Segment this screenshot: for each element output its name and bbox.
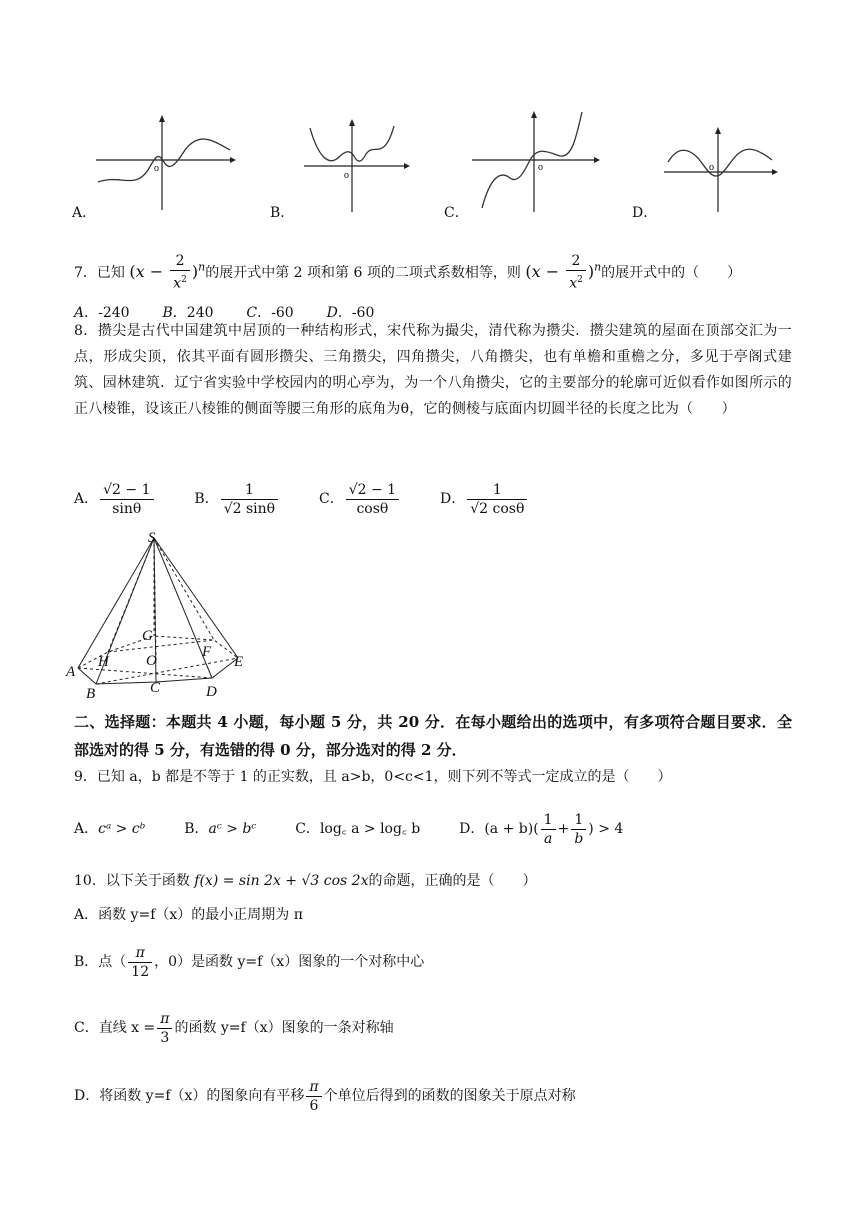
vertex-label-f: F: [202, 644, 212, 660]
q7-option-a: A．-240: [74, 305, 130, 321]
q9-option-b: B．aᶜ > bᶜ: [184, 821, 257, 837]
vertex-label-a: A: [66, 664, 76, 680]
q10-option-d: D．将函数 y=f（x）的图象向有平移 $\frac{\pi}{6}$ 个单位后得到的函数的图象关于原点对称: [74, 1078, 576, 1114]
question-7: [74, 252, 742, 292]
svg-text:o: o: [154, 163, 159, 174]
svg-text:o: o: [538, 162, 543, 173]
vertex-label-h: H: [98, 654, 109, 670]
q7-expr-1: (x − $\frac{2}{x^2}$ )$^n$: [129, 253, 206, 292]
svg-text:o: o: [709, 162, 714, 173]
vertex-label-o: O: [146, 653, 157, 669]
q9-option-d: D．(a + b)( $\frac{1}{a}$ + $\frac{1}{b}$ ) > 4: [459, 811, 624, 847]
q7-option-b: B．240: [162, 305, 214, 321]
q9-option-c: C．log꜀ a > log꜀ b: [295, 821, 421, 837]
option-label-a: A．: [72, 205, 97, 221]
q10-option-a: A．函数 y=f（x）的最小正周期为 π: [74, 907, 303, 923]
question-9: 9．已知 a，b 都是不等于 1 的正实数，且 a>b，0<c<1，则下列不等式一定成立的是（ ）: [74, 769, 672, 785]
q8-option-c: C． $\frac{√2 - 1}{\cos\theta}$: [319, 491, 401, 507]
option-label-c: C．: [444, 205, 469, 221]
option-label-b: B．: [270, 205, 295, 221]
q8-option-d: D． $\frac{1}{√2 \cos\theta}$: [440, 491, 529, 507]
vertex-label-c: C: [150, 680, 161, 696]
q7-number: 7．: [74, 264, 97, 281]
vertex-label-b: B: [86, 686, 96, 702]
q7-expr-2: (x − $\frac{2}{x^2}$ )$^n$: [525, 253, 602, 292]
q9-option-a: A．cᵃ > cᵇ: [74, 821, 146, 837]
vertex-label-e: E: [234, 654, 244, 670]
q7-option-d: D．-60: [326, 305, 375, 321]
graph-d-icon: [660, 126, 785, 216]
vertex-label-g: G: [142, 628, 153, 644]
question-8: 8．攒尖是古代中国建筑中居顶的一种结构形式，宋代称为撮尖，清代称为攒尖．攒尖建筑的屋面在顶部交汇为一点，形成尖顶，依其平面有圆形攒尖、三角攒尖，四角攒尖，八角攒尖，也有单檐和重檐之分，多见于亭阁式建筑、园林建筑．辽宁省实验中学校园内的明心亭为，为一个八角攒尖，它的主要部分的轮廓可近似看作如图所示的正八棱锥，设该正八棱锥的侧面等腰三角形的底角为θ，它的侧棱与底面内切圆半径的长度之比为（ ）: [74, 323, 792, 417]
svg-text:o: o: [344, 170, 349, 181]
q7-stem-c: 的展开式中的（ ）: [601, 264, 742, 281]
q9-options: [74, 806, 623, 852]
q8-option-b: B． $\frac{1}{√2 \sin\theta}$: [194, 491, 280, 507]
graph-c-icon: [468, 108, 608, 216]
vertex-label-s: S: [148, 530, 156, 546]
vertex-label-d: D: [206, 684, 217, 700]
section-2-heading: 二、选择题：本题共 4 小题，每小题 5 分，共 20 分．在每小题给出的选项中，有多项符合题目要求．全部选对的得 5 分，有选错的得 0 分，部分选对的得 2 分．: [74, 713, 792, 759]
q10-option-c: C．直线 x = $\frac{\pi}{3}$ 的函数 y=f（x）图象的一条对称轴: [74, 1010, 394, 1046]
q7-option-c: C．-60: [246, 305, 294, 321]
q8-options: [74, 476, 529, 522]
graph-b-icon: [300, 116, 415, 216]
q7-stem-b: 的展开式中第 2 项和第 6 项的二项式系数相等，则: [205, 264, 521, 281]
q10-function: f(x) = sin 2x + √3 cos 2x: [194, 873, 369, 889]
question-10: 10．以下关于函数 f(x) = sin 2x + √3 cos 2x的命题，正确的是（ ）: [74, 873, 537, 889]
q7-stem-a: 已知: [96, 264, 125, 281]
graph-a-icon: [90, 112, 240, 212]
octagonal-pyramid-figure: [64, 530, 264, 702]
q10-option-b: B．点（ $\frac{\pi}{12}$ ，0）是函数 y=f（x）图象的一个对称中心: [74, 944, 425, 980]
option-label-d: D．: [632, 205, 658, 221]
q8-option-a: A． $\frac{√2 - 1}{\sin\theta}$: [74, 491, 156, 507]
